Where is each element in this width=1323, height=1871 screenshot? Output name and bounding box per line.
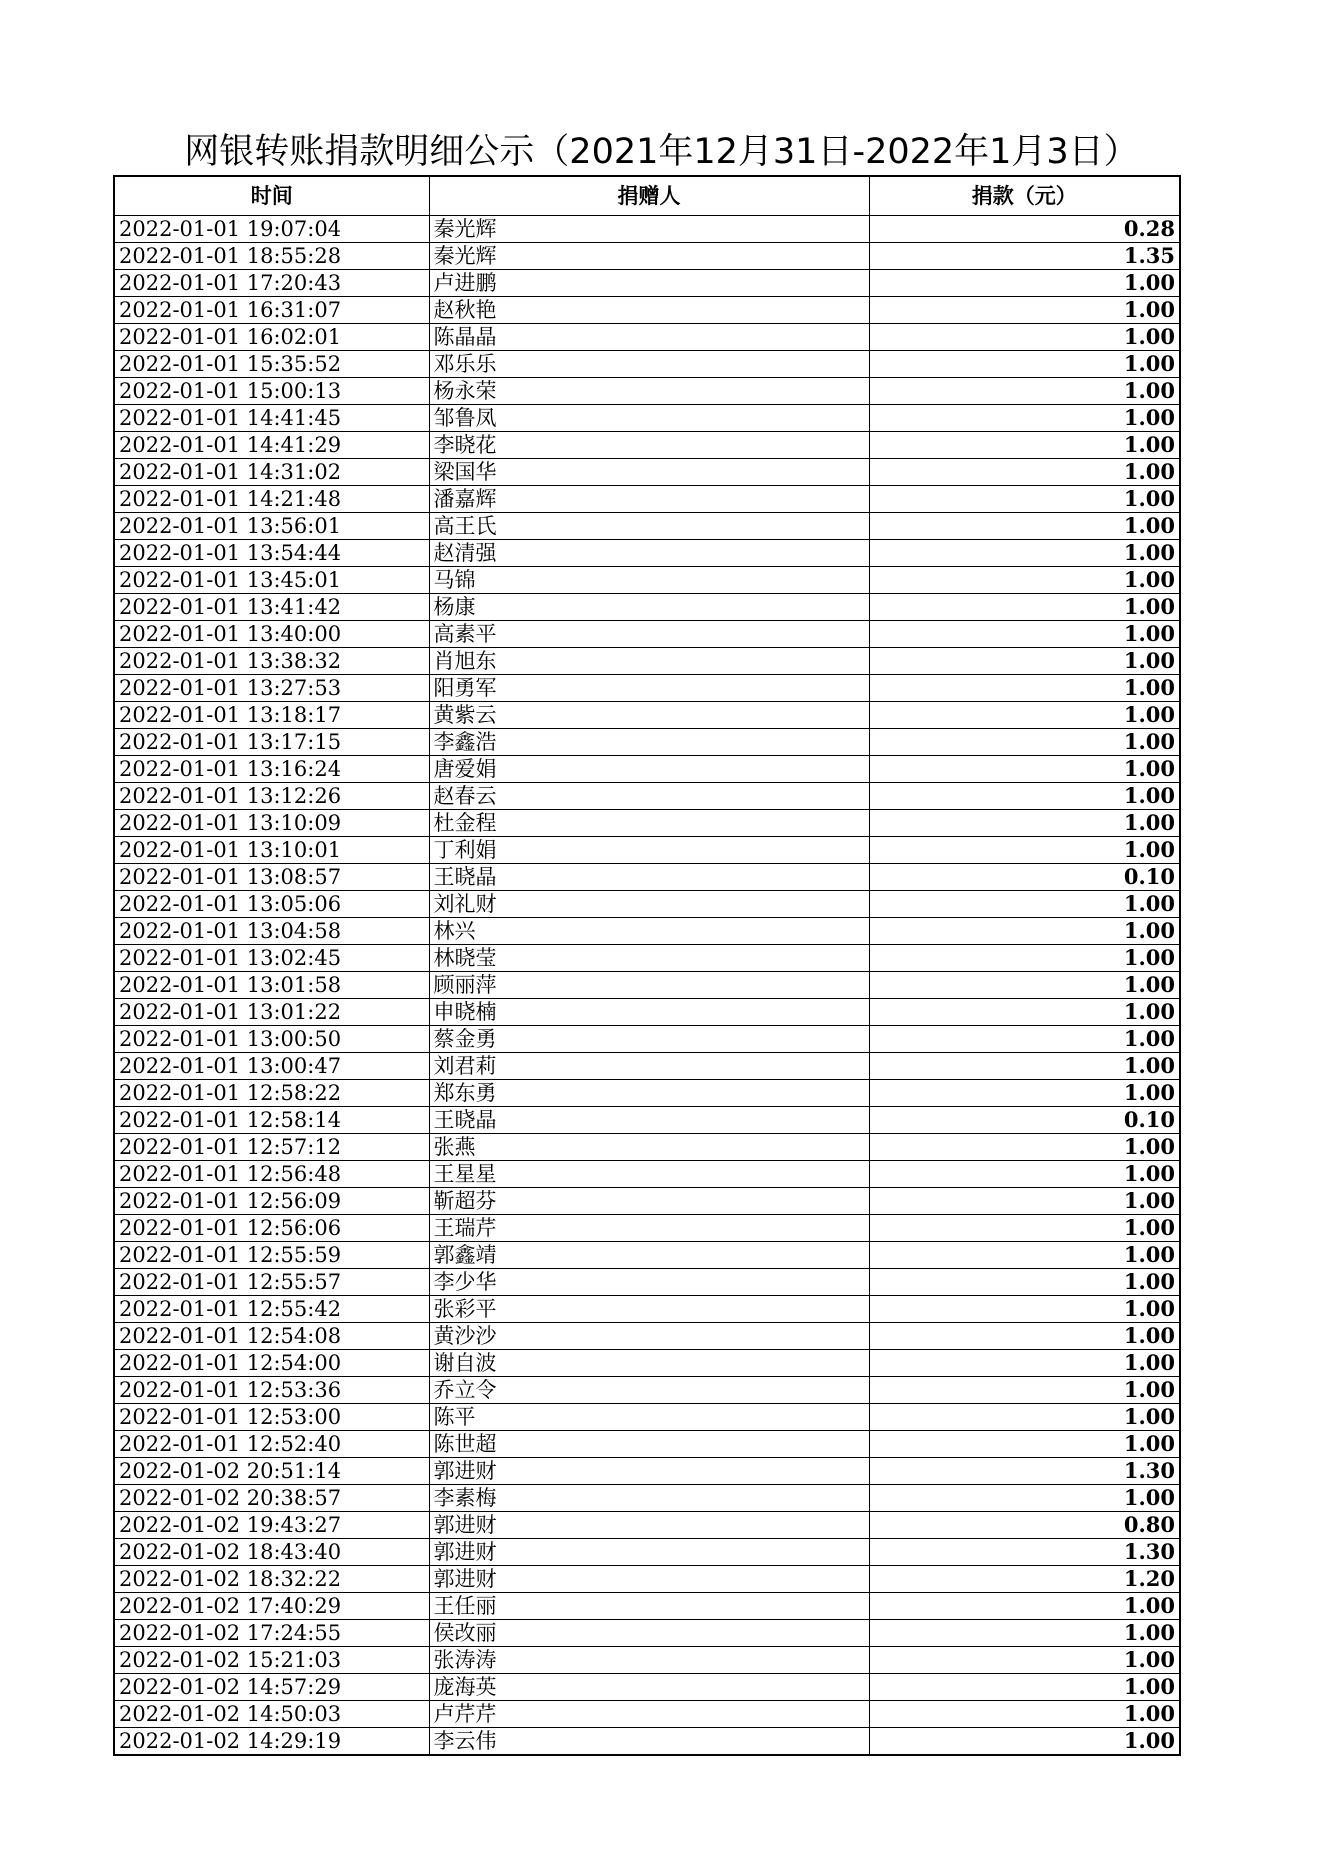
table-row [114, 1106, 1180, 1133]
donor-cell: 杨永荣 [429, 377, 869, 404]
table-row [114, 836, 1180, 863]
time-cell: 2022-01-01 18:55:28 [114, 242, 429, 269]
amount-cell: 1.00 [869, 890, 1180, 917]
time-cell: 2022-01-01 12:57:12 [114, 1133, 429, 1160]
table-row [114, 1403, 1180, 1430]
table-row [114, 377, 1180, 404]
amount-cell: 0.10 [869, 863, 1180, 890]
amount-cell: 1.00 [869, 485, 1180, 512]
table-row [114, 1538, 1180, 1565]
amount-cell: 1.00 [869, 1187, 1180, 1214]
donor-cell: 靳超芬 [429, 1187, 869, 1214]
amount-cell: 1.00 [869, 1079, 1180, 1106]
donor-cell: 高素平 [429, 620, 869, 647]
amount-cell: 1.00 [869, 1646, 1180, 1673]
table-row [114, 1241, 1180, 1268]
donor-cell: 杨康 [429, 593, 869, 620]
donor-cell: 郑东勇 [429, 1079, 869, 1106]
amount-cell: 0.28 [869, 215, 1180, 242]
amount-cell: 1.00 [869, 1295, 1180, 1322]
donor-cell: 顾丽萍 [429, 971, 869, 998]
table-row [114, 1133, 1180, 1160]
time-cell: 2022-01-01 13:08:57 [114, 863, 429, 890]
amount-cell: 1.20 [869, 1565, 1180, 1592]
donor-cell: 郭进财 [429, 1538, 869, 1565]
time-cell: 2022-01-02 19:43:27 [114, 1511, 429, 1538]
donor-cell: 李少华 [429, 1268, 869, 1295]
time-cell: 2022-01-01 13:10:01 [114, 836, 429, 863]
amount-cell: 1.00 [869, 1052, 1180, 1079]
table-row [114, 1025, 1180, 1052]
table-row [114, 971, 1180, 998]
time-cell: 2022-01-01 16:31:07 [114, 296, 429, 323]
donor-cell: 卢进鹏 [429, 269, 869, 296]
donor-cell: 林兴 [429, 917, 869, 944]
amount-cell: 1.00 [869, 728, 1180, 755]
donor-cell: 赵春云 [429, 782, 869, 809]
time-cell: 2022-01-01 13:18:17 [114, 701, 429, 728]
time-cell: 2022-01-01 19:07:04 [114, 215, 429, 242]
amount-cell: 1.00 [869, 269, 1180, 296]
table-row [114, 458, 1180, 485]
amount-cell: 1.00 [869, 1727, 1180, 1755]
table-row [114, 1079, 1180, 1106]
time-cell: 2022-01-02 14:50:03 [114, 1700, 429, 1727]
time-cell: 2022-01-01 13:01:58 [114, 971, 429, 998]
table-row [114, 350, 1180, 377]
amount-cell: 1.00 [869, 701, 1180, 728]
amount-cell: 1.00 [869, 458, 1180, 485]
table-row [114, 1511, 1180, 1538]
donor-cell: 王任丽 [429, 1592, 869, 1619]
amount-cell: 1.00 [869, 377, 1180, 404]
donor-cell: 侯改丽 [429, 1619, 869, 1646]
amount-cell: 1.00 [869, 1484, 1180, 1511]
donor-cell: 李素梅 [429, 1484, 869, 1511]
table-row [114, 431, 1180, 458]
donor-cell: 高王氏 [429, 512, 869, 539]
time-cell: 2022-01-01 12:58:14 [114, 1106, 429, 1133]
donor-cell: 张涛涛 [429, 1646, 869, 1673]
donation-table [113, 175, 1181, 1756]
donor-cell: 蔡金勇 [429, 1025, 869, 1052]
table-row [114, 728, 1180, 755]
donor-cell: 刘君莉 [429, 1052, 869, 1079]
donor-cell: 王瑞芹 [429, 1214, 869, 1241]
table-row [114, 1430, 1180, 1457]
amount-cell: 1.00 [869, 512, 1180, 539]
time-cell: 2022-01-01 14:21:48 [114, 485, 429, 512]
table-row [114, 1484, 1180, 1511]
donor-cell: 王晓晶 [429, 863, 869, 890]
donor-cell: 陈平 [429, 1403, 869, 1430]
donor-cell: 赵秋艳 [429, 296, 869, 323]
donor-cell: 郭鑫靖 [429, 1241, 869, 1268]
table-row [114, 593, 1180, 620]
amount-cell: 1.00 [869, 1133, 1180, 1160]
amount-cell: 1.00 [869, 755, 1180, 782]
amount-cell: 1.00 [869, 431, 1180, 458]
time-cell: 2022-01-01 13:16:24 [114, 755, 429, 782]
amount-cell: 1.00 [869, 296, 1180, 323]
table-row [114, 917, 1180, 944]
donor-cell: 赵清强 [429, 539, 869, 566]
table-row [114, 512, 1180, 539]
time-cell: 2022-01-01 12:52:40 [114, 1430, 429, 1457]
table-row [114, 242, 1180, 269]
amount-cell: 1.00 [869, 593, 1180, 620]
table-row [114, 1592, 1180, 1619]
amount-cell: 1.00 [869, 1700, 1180, 1727]
time-cell: 2022-01-01 13:01:22 [114, 998, 429, 1025]
table-row [114, 1700, 1180, 1727]
donor-cell: 王星星 [429, 1160, 869, 1187]
time-cell: 2022-01-01 12:56:06 [114, 1214, 429, 1241]
amount-cell: 1.00 [869, 1403, 1180, 1430]
donor-cell: 刘礼财 [429, 890, 869, 917]
time-cell: 2022-01-01 13:00:50 [114, 1025, 429, 1052]
donor-cell: 杜金程 [429, 809, 869, 836]
amount-cell: 1.00 [869, 1214, 1180, 1241]
donor-cell: 秦光辉 [429, 242, 869, 269]
table-row [114, 701, 1180, 728]
column-header-amount: 捐款（元） [869, 176, 1180, 215]
table-row [114, 620, 1180, 647]
time-cell: 2022-01-02 20:51:14 [114, 1457, 429, 1484]
column-header-donor: 捐赠人 [429, 176, 869, 215]
table-row [114, 998, 1180, 1025]
donor-cell: 谢自波 [429, 1349, 869, 1376]
donor-cell: 唐爱娟 [429, 755, 869, 782]
donor-cell: 张燕 [429, 1133, 869, 1160]
amount-cell: 1.00 [869, 944, 1180, 971]
time-cell: 2022-01-02 14:29:19 [114, 1727, 429, 1755]
table-row [114, 539, 1180, 566]
amount-cell: 1.00 [869, 1025, 1180, 1052]
time-cell: 2022-01-02 17:24:55 [114, 1619, 429, 1646]
time-cell: 2022-01-01 13:45:01 [114, 566, 429, 593]
amount-cell: 1.00 [869, 836, 1180, 863]
time-cell: 2022-01-01 16:02:01 [114, 323, 429, 350]
time-cell: 2022-01-02 20:38:57 [114, 1484, 429, 1511]
donor-cell: 黄沙沙 [429, 1322, 869, 1349]
table-row [114, 1268, 1180, 1295]
time-cell: 2022-01-01 12:56:48 [114, 1160, 429, 1187]
time-cell: 2022-01-01 15:35:52 [114, 350, 429, 377]
amount-cell: 1.00 [869, 566, 1180, 593]
table-row [114, 1160, 1180, 1187]
table-row [114, 1727, 1180, 1755]
amount-cell: 1.00 [869, 674, 1180, 701]
time-cell: 2022-01-01 17:20:43 [114, 269, 429, 296]
donor-cell: 庞海英 [429, 1673, 869, 1700]
donor-cell: 卢芹芹 [429, 1700, 869, 1727]
amount-cell: 1.00 [869, 1673, 1180, 1700]
amount-cell: 1.00 [869, 1322, 1180, 1349]
time-cell: 2022-01-01 12:58:22 [114, 1079, 429, 1106]
time-cell: 2022-01-01 13:41:42 [114, 593, 429, 620]
table-body [114, 215, 1180, 1755]
donor-cell: 郭进财 [429, 1565, 869, 1592]
amount-cell: 0.80 [869, 1511, 1180, 1538]
amount-cell: 1.00 [869, 1268, 1180, 1295]
donor-cell: 肖旭东 [429, 647, 869, 674]
table-header-row [114, 176, 1180, 215]
table-row [114, 782, 1180, 809]
column-header-time: 时间 [114, 176, 429, 215]
table-row [114, 323, 1180, 350]
amount-cell: 1.00 [869, 1619, 1180, 1646]
time-cell: 2022-01-02 14:57:29 [114, 1673, 429, 1700]
time-cell: 2022-01-01 12:53:00 [114, 1403, 429, 1430]
time-cell: 2022-01-01 13:10:09 [114, 809, 429, 836]
table-row [114, 1295, 1180, 1322]
donor-cell: 郭进财 [429, 1511, 869, 1538]
table-row [114, 809, 1180, 836]
time-cell: 2022-01-02 15:21:03 [114, 1646, 429, 1673]
donor-cell: 陈世超 [429, 1430, 869, 1457]
time-cell: 2022-01-01 13:56:01 [114, 512, 429, 539]
donor-cell: 潘嘉辉 [429, 485, 869, 512]
donor-cell: 李鑫浩 [429, 728, 869, 755]
donor-cell: 丁利娟 [429, 836, 869, 863]
time-cell: 2022-01-01 15:00:13 [114, 377, 429, 404]
donor-cell: 申晓楠 [429, 998, 869, 1025]
time-cell: 2022-01-01 12:55:59 [114, 1241, 429, 1268]
time-cell: 2022-01-01 12:54:00 [114, 1349, 429, 1376]
donor-cell: 李晓花 [429, 431, 869, 458]
table-row [114, 404, 1180, 431]
table-row [114, 890, 1180, 917]
page-title: 网银转账捐款明细公示（2021年12月31日-2022年1月3日） [184, 132, 1139, 172]
table-row [114, 863, 1180, 890]
amount-cell: 1.35 [869, 242, 1180, 269]
amount-cell: 1.00 [869, 998, 1180, 1025]
table-row [114, 485, 1180, 512]
donor-cell: 陈晶晶 [429, 323, 869, 350]
amount-cell: 1.00 [869, 323, 1180, 350]
donor-cell: 黄紫云 [429, 701, 869, 728]
time-cell: 2022-01-01 13:27:53 [114, 674, 429, 701]
amount-cell: 1.00 [869, 782, 1180, 809]
amount-cell: 1.00 [869, 620, 1180, 647]
donor-cell: 郭进财 [429, 1457, 869, 1484]
table-row [114, 674, 1180, 701]
time-cell: 2022-01-01 13:04:58 [114, 917, 429, 944]
time-cell: 2022-01-01 13:54:44 [114, 539, 429, 566]
table-row [114, 1322, 1180, 1349]
time-cell: 2022-01-01 13:17:15 [114, 728, 429, 755]
table-row [114, 1376, 1180, 1403]
table-row [114, 647, 1180, 674]
time-cell: 2022-01-01 14:31:02 [114, 458, 429, 485]
donor-cell: 王晓晶 [429, 1106, 869, 1133]
time-cell: 2022-01-01 12:55:57 [114, 1268, 429, 1295]
donor-cell: 乔立令 [429, 1376, 869, 1403]
donor-cell: 李云伟 [429, 1727, 869, 1755]
amount-cell: 1.00 [869, 647, 1180, 674]
amount-cell: 1.00 [869, 404, 1180, 431]
table-row [114, 944, 1180, 971]
time-cell: 2022-01-02 18:43:40 [114, 1538, 429, 1565]
time-cell: 2022-01-02 18:32:22 [114, 1565, 429, 1592]
amount-cell: 1.00 [869, 1160, 1180, 1187]
table-row [114, 296, 1180, 323]
amount-cell: 1.00 [869, 539, 1180, 566]
table-row [114, 566, 1180, 593]
donor-cell: 林晓莹 [429, 944, 869, 971]
table-row [114, 1673, 1180, 1700]
amount-cell: 1.30 [869, 1538, 1180, 1565]
amount-cell: 1.30 [869, 1457, 1180, 1484]
time-cell: 2022-01-01 14:41:45 [114, 404, 429, 431]
time-cell: 2022-01-01 12:56:09 [114, 1187, 429, 1214]
donor-cell: 马锦 [429, 566, 869, 593]
time-cell: 2022-01-01 13:12:26 [114, 782, 429, 809]
donor-cell: 梁国华 [429, 458, 869, 485]
time-cell: 2022-01-01 12:54:08 [114, 1322, 429, 1349]
table-row [114, 1349, 1180, 1376]
amount-cell: 1.00 [869, 1376, 1180, 1403]
table-row [114, 1214, 1180, 1241]
donor-cell: 邓乐乐 [429, 350, 869, 377]
table-row [114, 1565, 1180, 1592]
donor-cell: 秦光辉 [429, 215, 869, 242]
amount-cell: 1.00 [869, 1349, 1180, 1376]
donor-cell: 张彩平 [429, 1295, 869, 1322]
time-cell: 2022-01-01 13:40:00 [114, 620, 429, 647]
time-cell: 2022-01-02 17:40:29 [114, 1592, 429, 1619]
table-row [114, 1619, 1180, 1646]
donor-cell: 邹鲁凤 [429, 404, 869, 431]
time-cell: 2022-01-01 13:02:45 [114, 944, 429, 971]
table-row [114, 755, 1180, 782]
table-row [114, 1646, 1180, 1673]
amount-cell: 1.00 [869, 917, 1180, 944]
time-cell: 2022-01-01 13:00:47 [114, 1052, 429, 1079]
amount-cell: 1.00 [869, 971, 1180, 998]
amount-cell: 1.00 [869, 809, 1180, 836]
table-row [114, 1052, 1180, 1079]
amount-cell: 1.00 [869, 1430, 1180, 1457]
amount-cell: 1.00 [869, 350, 1180, 377]
amount-cell: 1.00 [869, 1241, 1180, 1268]
time-cell: 2022-01-01 14:41:29 [114, 431, 429, 458]
table-row [114, 1457, 1180, 1484]
table-row [114, 269, 1180, 296]
table-row [114, 1187, 1180, 1214]
amount-cell: 1.00 [869, 1592, 1180, 1619]
time-cell: 2022-01-01 12:55:42 [114, 1295, 429, 1322]
table-row [114, 215, 1180, 242]
time-cell: 2022-01-01 12:53:36 [114, 1376, 429, 1403]
time-cell: 2022-01-01 13:38:32 [114, 647, 429, 674]
donor-cell: 阳勇军 [429, 674, 869, 701]
time-cell: 2022-01-01 13:05:06 [114, 890, 429, 917]
amount-cell: 0.10 [869, 1106, 1180, 1133]
